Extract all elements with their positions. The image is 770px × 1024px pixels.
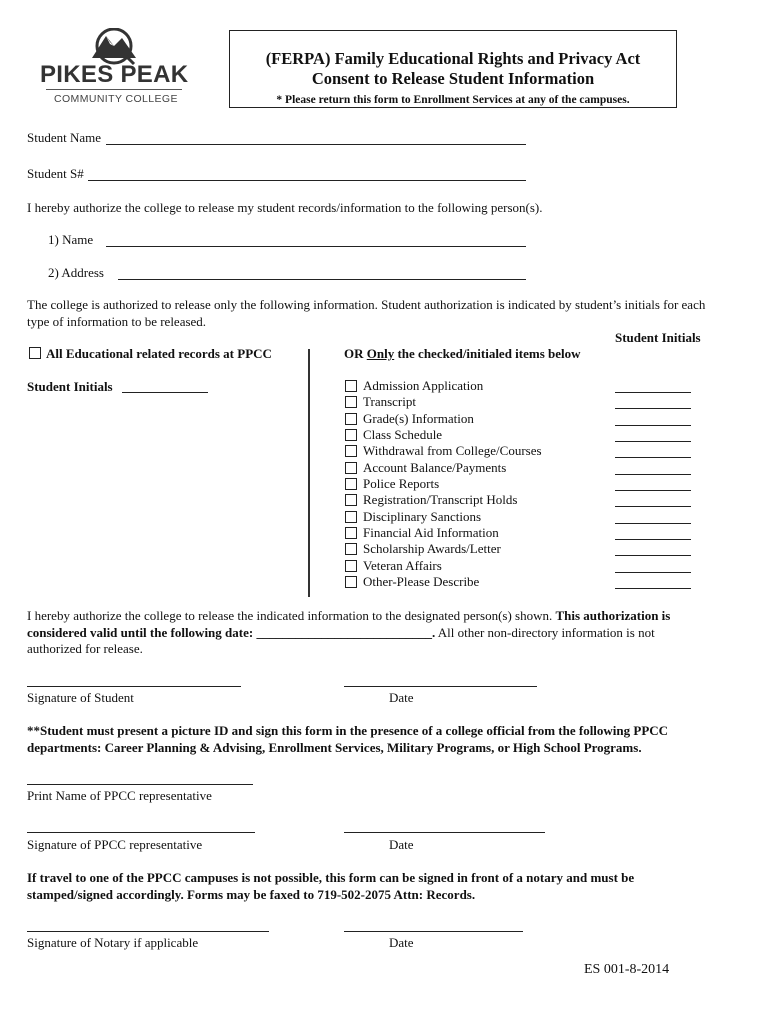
person-name-label: 1) Name [48,232,94,247]
notary-date-field[interactable] [344,931,523,932]
student-date-field[interactable] [344,686,537,687]
item-initials-field[interactable] [615,474,691,475]
column-divider [308,349,310,597]
validity-text: I hereby authorize the college to release the indicated information to the designated person(s) shown. [27,608,556,623]
notary-date-label: Date [389,935,414,950]
item-initials-field[interactable] [615,457,691,458]
item-checkbox[interactable] [345,527,357,539]
validity-line1 [27,608,670,624]
item-checkbox[interactable] [345,445,357,457]
rep-signature-label: Signature of PPCC representative [27,837,203,852]
release-info-line1: The college is authorized to release only the following information. Student authorization is indicated by student’s initials for each [27,297,706,312]
initials-column-header: Student Initials [615,330,701,345]
validity-date-field[interactable]: considered valid until the following date: ___________________________. [27,625,436,640]
item-label: Class Schedule [363,427,443,442]
item-initials-field[interactable] [615,441,691,442]
item-checkbox[interactable] [345,511,357,523]
notary-note-line1: If travel to one of the PPCC campuses is not possible, this form can be signed in front of a notary and must be [27,870,635,885]
item-label: Transcript [363,394,416,409]
item-initials-field[interactable] [615,523,691,524]
item-label: Veteran Affairs [363,558,442,573]
item-initials-field[interactable] [615,555,691,556]
notary-signature-label: Signature of Notary if applicable [27,935,199,950]
validity-emphasis: This authorization is [555,608,671,623]
item-label: Disciplinary Sanctions [363,509,482,524]
item-label: Account Balance/Payments [363,460,507,475]
item-checkbox[interactable] [345,494,357,506]
item-checkbox[interactable] [345,576,357,588]
item-label: Admission Application [363,378,484,393]
rep-date-label: Date [389,837,414,852]
item-label: Registration/Transcript Holds [363,492,518,507]
item-initials-field[interactable] [615,408,691,409]
person-address-label: 2) Address [48,265,104,280]
student-sid-field[interactable] [88,180,526,181]
rep-signature-field[interactable] [27,832,255,833]
item-checkbox[interactable] [345,380,357,392]
left-initials-label: Student Initials [27,379,113,394]
logo-divider [46,89,182,90]
form-subtitle: Consent to Release Student Information [311,69,595,88]
item-checkbox[interactable] [345,543,357,555]
item-checkbox[interactable] [345,396,357,408]
item-label: Financial Aid Information [363,525,499,540]
student-signature-field[interactable] [27,686,241,687]
item-checkbox[interactable] [345,478,357,490]
logo-name: PIKES PEAK [40,61,189,88]
student-signature-label: Signature of Student [27,690,134,705]
person-name-field[interactable] [106,246,526,247]
or-only-emphasis: Only [366,346,395,361]
notary-signature-field[interactable] [27,931,269,932]
student-sid-label: Student S# [27,166,84,181]
picture-id-note-line1: **Student must present a picture ID and sign this form in the presence of a college official from the following PPCC [27,723,669,738]
validity-line3: authorized for release. [27,641,143,656]
rep-print-name-field[interactable] [27,784,253,785]
form-title: (FERPA) Family Educational Rights and Privacy Act [265,49,641,68]
person-address-field[interactable] [118,279,526,280]
notary-note-line2: stamped/signed accordingly. Forms may be faxed to 719-502-2075 Attn: Records. [27,887,476,902]
form-return-note: * Please return this form to Enrollment Services at any of the campuses. [276,94,630,106]
validity-line2 [27,625,655,641]
student-name-label: Student Name [27,130,102,145]
picture-id-note-line2: departments: Career Planning & Advising, Enrollment Services, Military Programs, or High School Programs. [27,740,642,755]
or-only-label [344,346,581,362]
item-initials-field[interactable] [615,392,691,393]
item-label: Other-Please Describe [363,574,480,589]
left-initials-field[interactable] [122,392,208,393]
or-suffix: the checked/initialed items below [394,346,581,361]
rep-print-name-label: Print Name of PPCC representative [27,788,212,803]
item-initials-field[interactable] [615,539,691,540]
item-label: Withdrawal from College/Courses [363,443,542,458]
item-checkbox[interactable] [345,560,357,572]
item-initials-field[interactable] [615,506,691,507]
form-code: ES 001-8-2014 [584,962,670,977]
or-prefix: OR [344,346,367,361]
item-checkbox[interactable] [345,429,357,441]
all-records-checkbox[interactable] [29,347,41,359]
authorize-persons-text: I hereby authorize the college to release my student records/information to the following person(s). [27,200,543,215]
release-info-line2: type of information to be released. [27,314,207,329]
item-checkbox[interactable] [345,462,357,474]
college-logo [40,28,190,108]
form-title-box [229,30,677,108]
logo-subtitle: COMMUNITY COLLEGE [54,93,178,105]
item-label: Police Reports [363,476,440,491]
rep-date-field[interactable] [344,832,545,833]
item-initials-field[interactable] [615,572,691,573]
validity-text-2: All other non-directory information is not [435,625,655,640]
item-initials-field[interactable] [615,425,691,426]
item-label: Grade(s) Information [363,411,474,426]
item-checkbox[interactable] [345,413,357,425]
item-initials-field[interactable] [615,490,691,491]
all-records-label: All Educational related records at PPCC [46,346,272,361]
item-label: Scholarship Awards/Letter [363,541,501,556]
student-date-label: Date [389,690,414,705]
student-name-field[interactable] [106,144,526,145]
item-initials-field[interactable] [615,588,691,589]
